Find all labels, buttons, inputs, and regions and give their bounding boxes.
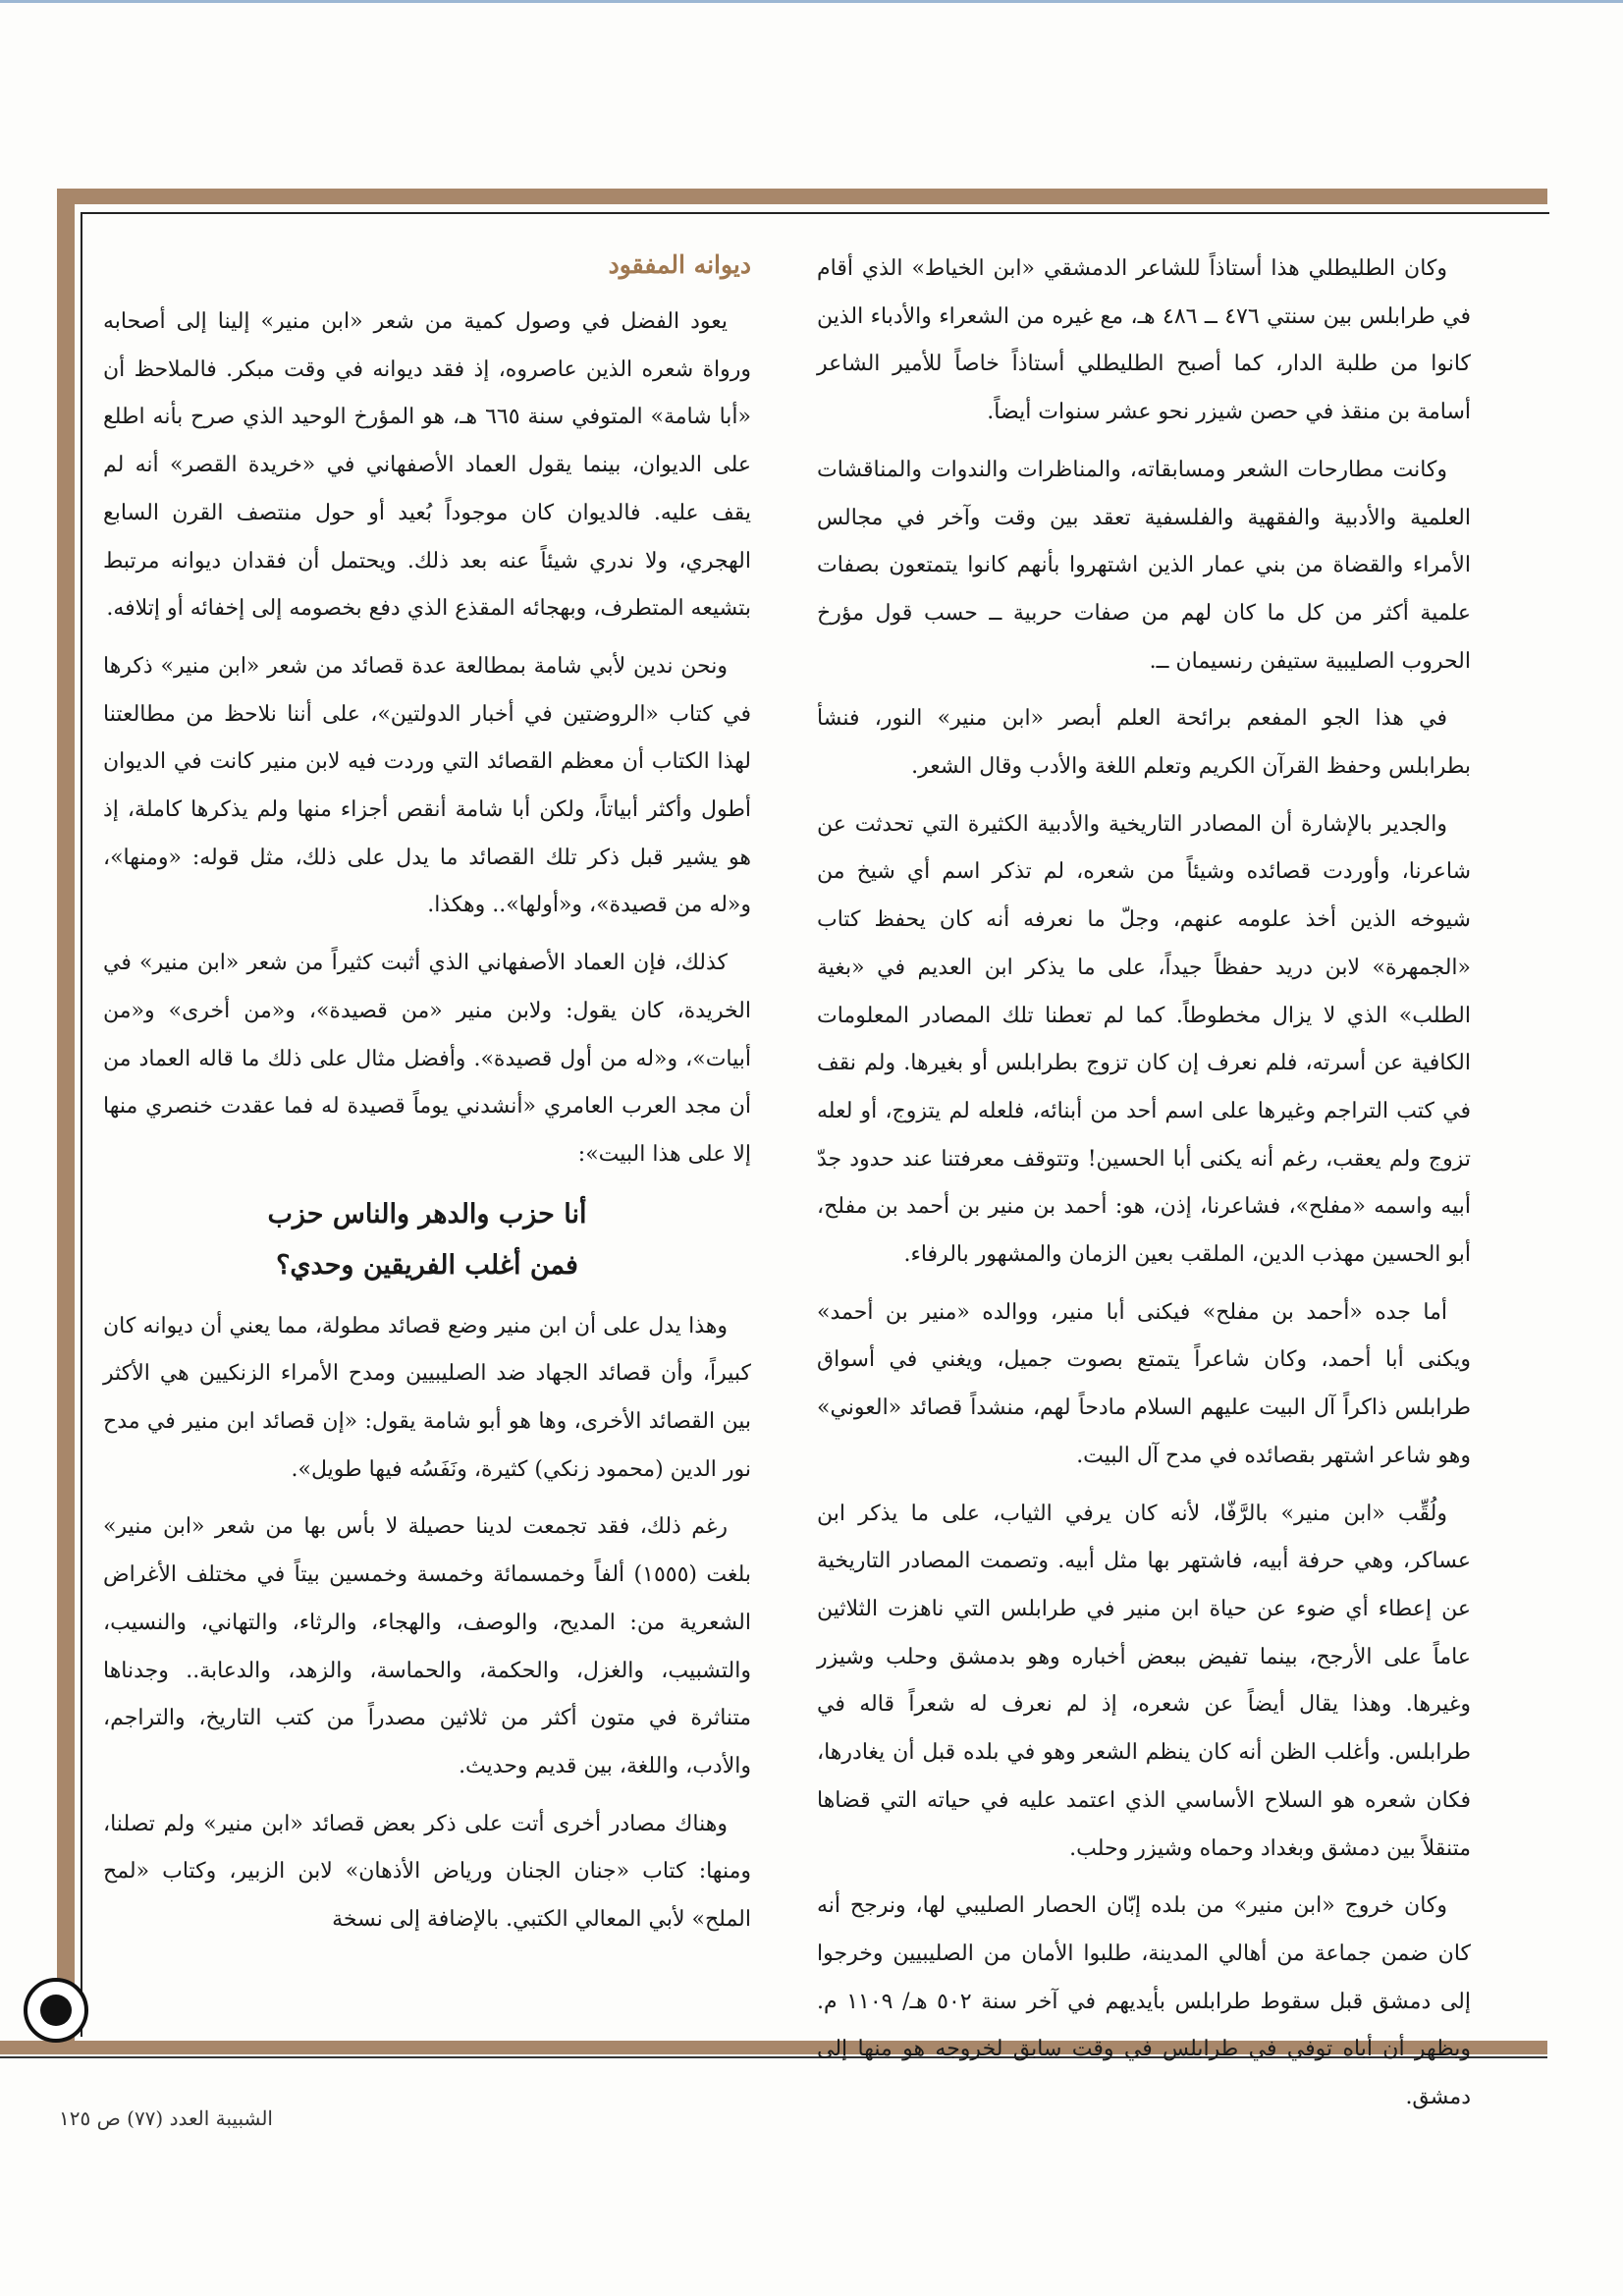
verse-line-1: أنا حزب والدهر والناس حزب [267,1198,587,1230]
paragraph: كذلك، فإن العماد الأصفهاني الذي أثبت كثيراً من شعر «ابن منير» في الخريدة، كان يقول: ولابن منير «من قصيدة»، و«من أخرى» و«من أبيات»، و«له من أول قصيدة». وأفضل مثال على ذلك ما قاله العماد من أن مجد العرب العامري «أنشدني يوماً قصيدة له فما عقدت خنصري منها إلا على هذا البيت»: [103,951,751,1167]
paragraph: ولُقِّب «ابن منير» بالرَّفّا، لأنه كان يرفي الثياب، على ما يذكر ابن عساكر، وهي حرفة أبيه، فاشتهر بها مثل أبيه. وتصمت المصادر التاريخية عن إعطاء أي ضوء عن حياة ابن منير في طرابلس التي ناهزت الثلاثين عاماً على الأرجح، بينما تفيض ببعض أخباره وهو بدمشق وحلب وشيزر وغيرها. وهذا يقال أيضاً عن شعره، إذ لم نعرف له شعراً قاله في طرابلس. وأغلب الظن أنه كان ينظم الشعر وهو في بلده قبل أن يغادرها، فكان شعره هو السلاح الأساسي الذي اعتمد عليه في حياته التي قضاها متنقلاً بين دمشق وبغداد وحماه وشيزر وحلب. [817,1501,1471,1861]
top-rule [0,0,1623,3]
paragraph: وكان الطليطلي هذا أستاذاً للشاعر الدمشقي «ابن الخياط» الذي أقام في طرابلس بين سنتي ٤٧٦ ــ ٤٨٦ هـ، مع غيره من الشعراء والأدباء الذين كانوا من طلبة الدار، كما أصبح الطليطلي أستاذاً خاصاً للأمير الشاعر أسامة بن منقذ في حصن شيزر نحو عشر سنوات أيضاً. [817,256,1471,425]
left-column [103,246,751,1954]
paragraph: وكان خروج «ابن منير» من بلده إبّان الحصار الصليبي لها، ونرجح أنه كان ضمن جماعة من أهالي المدينة، طلبوا الأمان من الصليبيين وخرجوا إلى دمشق قبل سقوط طرابلس بأيديهم في آخر سنة ٥٠٢ هـ/ ١١٠٩ م. ويظهر أن أباه توفي في طرابلس في وقت سابق لخروجه هو منها إلى دمشق. [817,1893,1471,2110]
issue-page: العدد (٧٧) ص ١٢٥ [59,2106,210,2130]
paragraph: وكانت مطارحات الشعر ومسابقاته، والمناظرات والندوات والمناقشات العلمية والأدبية والفقهية والفلسفية تعقد بين وقت وآخر في مجالس الأمراء والقضاة من بني عمار الذين اشتهروا بأنهم كانوا يتمتعون بصفات علمية أكثر من كل ما كان لهم من صفات حربية ــ حسب قول مؤرخ الحروب الصليبية ستيفن رنسيمان ــ. [817,457,1471,674]
footer [59,2106,273,2130]
paragraph: والجدير بالإشارة أن المصادر التاريخية والأدبية الكثيرة التي تحدثت عن شاعرنا، وأوردت قصائده وشيئاً من شعره، لم تذكر اسم أي شيخ من شيوخه الذين أخذ علومه عنهم، وجلّ ما نعرفه أنه كان يحفظ كتاب «الجمهرة» لابن دريد حفظاً جيداً، على ما يذكر ابن العديم في «بغية الطلب» الذي لا يزال مخطوطاً. كما لم تعطنا تلك المصادر المعلومات الكافية عن أسرته، فلم نعرف إن كان تزوج بطرابلس أو بغيرها. ولم نقف في كتب التراجم وغيرها على اسم أحد من أبنائه، فلعله لم يتزوج، أو لعله تزوج ولم يعقب، رغم أنه يكنى أبا الحسين! وتتوقف معرفتنا عند حدود جدّ أبيه واسمه «مفلح»، فشاعرنا، إذن، هو: أحمد بن منير بن أحمد بن مفلح، أبو الحسين مهذب الدين، الملقب بعين الزمان والمشهور بالرفاء. [817,811,1471,1268]
frame-top-bar [57,189,1547,204]
paragraph: يعود الفضل في وصول كمية من شعر «ابن منير» إلينا إلى أصحابه ورواة شعره الذين عاصروه، إذ فقد ديوانه في وقت مبكر. فالملاحظ أن «أبا شامة» المتوفي سنة ٦٦٥ هـ، هو المؤرخ الوحيد الذي صرح بأنه اطلع على الديوان، بينما يقول العماد الأصفهاني في «خريدة القصر» أنه لم يقف عليه. فالديوان كان موجوداً بُعيد أو حول منتصف القرن السابع الهجري، ولا ندري شيئاً عنه بعد ذلك. ويحتمل أن فقدان ديوانه مرتبط بتشيعه المتطرف، وبهجائه المقذع الذي دفع بخصومه إلى إخفائه أو إتلافه. [103,309,751,622]
frame-left-bar [57,189,75,2054]
paragraph: وهناك مصادر أخرى أتت على ذكر بعض قصائد «ابن منير» ولم تصلنا، ومنها: كتاب «جنان الجنان ورياض الأذهان» لابن الزبير، وكتاب «لمح الملح» لأبي المعالي الكتبي. بالإضافة إلى نسخة [103,1811,751,1933]
magazine-logo: الشبيبة [215,2106,273,2130]
paragraph: رغم ذلك، فقد تجمعت لدينا حصيلة لا بأس بها من شعر «ابن منير» بلغت (١٥٥٥) ألفاً وخمسمائة وخمسة وخمسين بيتاً في مختلف الأغراض الشعرية من: المديح، والوصف، والهجاء، والرثاء، والتهاني، والنسيب، والتشبيب، والغزل، والحكمة، والحماسة، والزهد، والدعابة.. وجدناها متناثرة في متون أكثر من ثلاثين مصدراً من كتب التاريخ، والتراجم، والأدب، واللغة، بين قديم وحديث. [103,1514,751,1778]
right-column [817,246,1471,2132]
verse-line-2: فمن أغلب الفريقين وحدي؟ [276,1249,578,1281]
paragraph: ونحن ندين لأبي شامة بمطالعة عدة قصائد من شعر «ابن منير» ذكرها في كتاب «الروضتين في أخبار الدولتين»، على أننا نلاحظ من مطالعتنا لهذا الكتاب أن معظم القصائد التي وردت فيه لابن منير كانت في الديوان أطول وأكثر أبياتاً، ولكن أبا شامة أنقص أجزاء منها ولم يذكرها كاملة، إذ هو يشير قبل ذكر تلك القصائد ما يدل على ذلك، مثل قوله: «ومنها»، و«له من قصيدة»، و«أولها».. وهكذا. [103,653,751,918]
verse-block [103,1189,751,1291]
section-heading: ديوانه المفقود [608,250,751,279]
paragraph: وهذا يدل على أن ابن منير وضع قصائد مطولة، مما يعني أن ديوانه كان كبيراً، وأن قصائد الجهاد ضد الصليبيين ومدح الأمراء الزنكيين هي الأكثر بين القصائد الأخرى، وها هو أبو شامة يقول: «إن قصائد ابن منير في مدح نور الدين (محمود زنكي) كثيرة، ونَفَسُه فيها طويل». [103,1313,751,1482]
paragraph: أما جده «أحمد بن مفلح» فيكنى أبا منير، ووالده «منير بن أحمد» ويكنى أبا أحمد، وكان شاعراً يتمتع بصوت جميل، ويغني في أسواق طرابلس ذاكراً آل البيت عليهم السلام مادحاً لهم، منشداً قصائد «العوني» وهو شاعر اشتهر بقصائده في مدح آل البيت. [817,1299,1471,1468]
page-marker-icon [24,1978,88,2043]
paragraph: في هذا الجو المفعم برائحة العلم أبصر «ابن منير» النور، فنشأ بطرابلس وحفظ القرآن الكريم وتعلم اللغة والأدب وقال الشعر. [817,706,1471,780]
